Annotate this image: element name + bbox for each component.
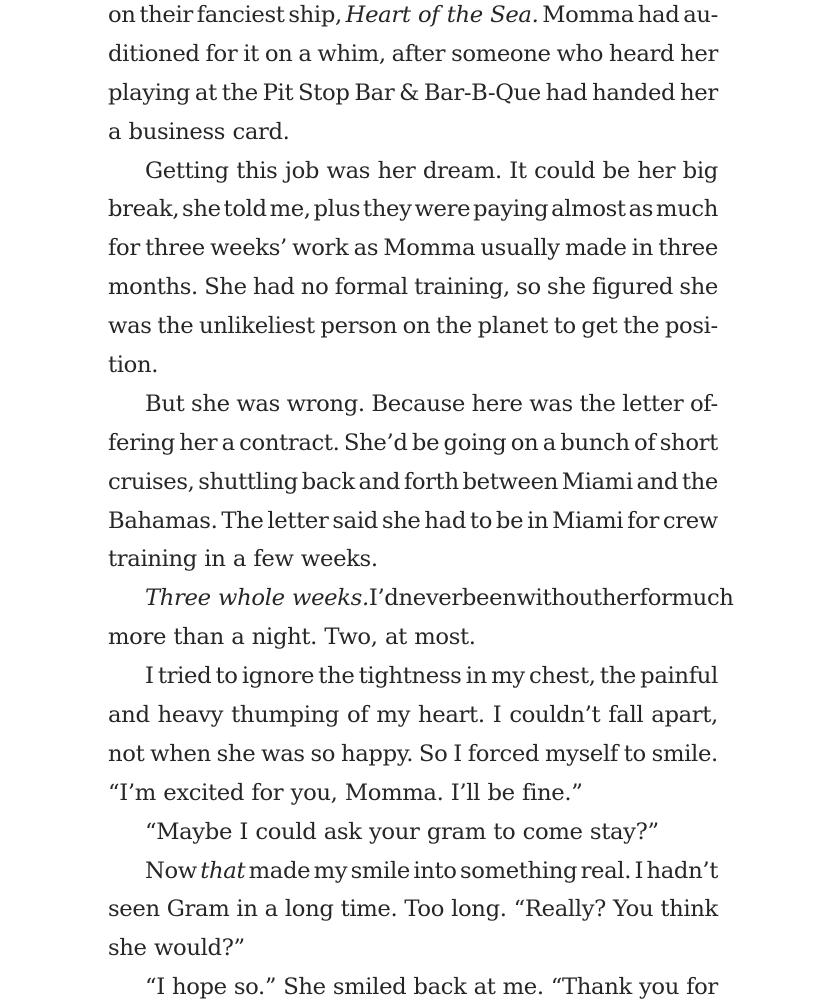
- word: figured: [591, 274, 674, 301]
- word: so: [310, 740, 336, 767]
- paragraph-p1: [108, 0, 718, 152]
- word: and: [358, 468, 401, 495]
- word: “I’m excited for you, Momma. I’ll be fine.”: [108, 779, 583, 806]
- word: a: [298, 40, 312, 67]
- word: in: [465, 663, 487, 690]
- word: the: [623, 313, 660, 340]
- word: long.: [451, 896, 507, 923]
- word: never: [398, 585, 462, 612]
- word: months.: [108, 274, 198, 301]
- word: weeks’: [210, 235, 287, 262]
- word: the: [435, 313, 472, 340]
- word: be: [602, 157, 630, 184]
- word: Miami: [552, 507, 624, 534]
- word: person: [320, 313, 397, 340]
- text-line: [108, 890, 718, 929]
- text-line: [108, 385, 718, 424]
- word: So: [418, 740, 448, 767]
- word: on: [510, 429, 539, 456]
- word: my: [376, 702, 411, 729]
- paragraph-p7: [108, 852, 718, 969]
- word: was: [236, 390, 280, 417]
- word: was: [326, 157, 371, 184]
- text-line: [108, 618, 718, 657]
- word: she: [216, 740, 256, 767]
- word: of: [347, 702, 369, 729]
- word: on: [264, 40, 293, 67]
- word: contract.: [239, 429, 340, 456]
- text-line: [108, 502, 718, 541]
- word: paying: [473, 196, 549, 223]
- word: my: [491, 663, 525, 690]
- word: it: [243, 40, 259, 67]
- word: they: [363, 196, 412, 223]
- word: short: [659, 429, 718, 456]
- word: break,: [108, 196, 180, 223]
- word: Pit: [262, 79, 294, 106]
- word: seen: [108, 896, 160, 923]
- word: Because: [371, 390, 465, 417]
- word: her: [601, 585, 640, 612]
- word: someone: [451, 40, 551, 67]
- word: the: [579, 390, 616, 417]
- word: She’d: [343, 429, 408, 456]
- word: three: [145, 235, 205, 262]
- word: three: [658, 235, 718, 262]
- paragraph-p6: [108, 813, 718, 852]
- text-line: [108, 229, 718, 268]
- word: “Maybe I could ask your gram to come stay?”: [145, 818, 659, 845]
- word: without: [516, 585, 602, 612]
- word: the: [221, 79, 258, 106]
- word: Stop: [298, 79, 350, 106]
- word: to: [215, 663, 238, 690]
- word: thumping: [231, 702, 340, 729]
- word: and: [108, 702, 150, 729]
- word: in: [236, 896, 258, 923]
- word: shuttling: [198, 468, 298, 495]
- word: tion.: [108, 352, 159, 379]
- word: heart.: [418, 702, 485, 729]
- word: between: [462, 468, 558, 495]
- word: myself: [544, 740, 618, 767]
- word: apart,: [651, 702, 718, 729]
- word: had: [424, 507, 467, 534]
- word: I: [145, 663, 154, 690]
- word: to: [623, 740, 646, 767]
- text-line: [108, 696, 718, 735]
- word: me,: [269, 196, 311, 223]
- paragraph-p3: [108, 385, 718, 579]
- word: much: [671, 585, 734, 612]
- text-line: [108, 774, 718, 813]
- word: the: [599, 663, 636, 690]
- word: a business card.: [108, 118, 290, 145]
- word: into: [413, 857, 457, 884]
- word: Miami: [561, 468, 633, 495]
- word: painful: [640, 663, 718, 690]
- word: no: [300, 274, 329, 301]
- word: when: [150, 740, 211, 767]
- word: was: [529, 390, 573, 417]
- paragraph-p8: [108, 968, 718, 1007]
- word: she: [191, 390, 230, 417]
- word: usually: [480, 235, 560, 262]
- word: “I: [145, 974, 165, 1001]
- paragraph-p5: [108, 657, 718, 813]
- word: ditioned: [108, 40, 200, 67]
- word: big: [682, 157, 718, 184]
- word: here: [471, 390, 523, 417]
- word: Momma: [383, 235, 476, 262]
- text-line: [108, 579, 734, 618]
- word: I: [453, 740, 462, 767]
- word: tried: [157, 663, 212, 690]
- word: “Really?: [513, 896, 606, 923]
- word: Bar: [354, 79, 395, 106]
- word: smile: [350, 857, 410, 884]
- word: plus: [313, 196, 361, 223]
- text-line: [108, 268, 718, 307]
- word: her: [637, 157, 676, 184]
- word: more than a night. Two, at most.: [108, 624, 476, 651]
- word: for: [108, 235, 140, 262]
- word: work: [292, 235, 349, 262]
- word: wrong.: [286, 390, 365, 417]
- word: much: [655, 196, 718, 223]
- word: had: [545, 79, 588, 106]
- text-line: [108, 657, 718, 696]
- paragraph-p4: [108, 579, 734, 657]
- word: letter: [622, 390, 684, 417]
- word: for: [639, 585, 672, 612]
- word: in: [527, 507, 549, 534]
- word: had: [637, 2, 680, 28]
- paragraph-p2: [108, 152, 718, 385]
- text-line: [108, 0, 718, 35]
- word: was: [261, 740, 305, 767]
- word: long: [284, 896, 334, 923]
- text-line: [108, 813, 718, 852]
- word: the: [318, 663, 355, 690]
- word: were: [414, 196, 471, 223]
- word: fering: [108, 429, 175, 456]
- word: unlikeliest: [198, 313, 315, 340]
- word: Bar-B-Que: [423, 79, 541, 106]
- word: hope: [171, 974, 227, 1001]
- word: job: [284, 157, 320, 184]
- word: training in a few weeks.: [108, 546, 378, 573]
- word: she would?”: [108, 935, 245, 962]
- text-line: [108, 74, 718, 113]
- word: couldn’t: [509, 702, 601, 729]
- word: real.: [580, 857, 632, 884]
- text-line: [108, 307, 718, 346]
- word: not: [108, 740, 145, 767]
- word: her: [680, 40, 718, 67]
- italic-text: Three whole weeks.: [145, 585, 369, 612]
- word: at: [194, 79, 217, 106]
- word: she: [381, 507, 421, 534]
- word: heavy: [157, 702, 224, 729]
- word: so: [516, 274, 541, 301]
- word: chest,: [528, 663, 596, 690]
- text-line: [108, 152, 718, 191]
- word: something: [459, 857, 578, 884]
- word: her: [377, 157, 416, 184]
- word: cruises,: [108, 468, 195, 495]
- word: who: [556, 40, 604, 67]
- word: fanciest: [196, 2, 285, 28]
- word: back: [301, 468, 355, 495]
- word: I’d: [368, 585, 399, 612]
- word: Gram: [166, 896, 230, 923]
- word: could: [534, 157, 596, 184]
- word: “Thank: [550, 974, 632, 1001]
- word: You: [613, 896, 654, 923]
- word: think: [660, 896, 718, 923]
- word: she: [182, 196, 221, 223]
- word: handed: [592, 79, 676, 106]
- word: for: [686, 974, 718, 1001]
- word: I: [492, 702, 502, 729]
- text-line: [108, 113, 718, 152]
- word: crew: [662, 507, 718, 534]
- word: a: [542, 429, 556, 456]
- word: fall: [608, 702, 644, 729]
- word: said: [332, 507, 378, 534]
- word: formal: [334, 274, 408, 301]
- word: letter: [267, 507, 329, 534]
- word: her: [179, 429, 218, 456]
- word: a: [221, 429, 235, 456]
- text-line: [108, 463, 718, 502]
- word: to: [553, 313, 576, 340]
- text-line: [108, 735, 718, 774]
- italic-text: that: [200, 857, 246, 884]
- word: going: [443, 429, 507, 456]
- word: for: [205, 40, 238, 67]
- word: on: [108, 2, 136, 28]
- text-line: [108, 929, 718, 968]
- word: been: [461, 585, 517, 612]
- text-line: [108, 346, 718, 385]
- text-line: [108, 852, 718, 891]
- text-line: [108, 424, 718, 463]
- word: au-: [683, 2, 718, 28]
- word: in: [631, 235, 653, 262]
- word: It: [509, 157, 527, 184]
- word: told: [223, 196, 267, 223]
- word: and: [636, 468, 679, 495]
- word: was: [108, 313, 152, 340]
- word: as: [628, 196, 654, 223]
- word: I: [634, 857, 644, 884]
- word: Bahamas.: [108, 507, 218, 534]
- word: a: [264, 896, 278, 923]
- word: she: [679, 274, 718, 301]
- word: &: [399, 79, 420, 106]
- word: at: [473, 974, 496, 1001]
- word: the: [681, 468, 718, 495]
- word: of-: [690, 390, 718, 417]
- word: had: [252, 274, 295, 301]
- word: planet: [477, 313, 549, 340]
- word: smiled: [332, 974, 407, 1001]
- word: She: [283, 974, 326, 1001]
- word: me.: [502, 974, 544, 1001]
- word: She: [204, 274, 247, 301]
- word: their: [139, 2, 193, 28]
- word: be: [495, 507, 524, 534]
- word: on: [402, 313, 431, 340]
- text-line: [108, 540, 718, 579]
- word: hadn’t: [646, 857, 718, 884]
- word: made: [564, 235, 627, 262]
- text-line: [108, 968, 718, 1007]
- word: happy.: [340, 740, 414, 767]
- word: for: [627, 507, 659, 534]
- word: Now: [145, 857, 197, 884]
- text-line: [108, 190, 718, 229]
- word: so.”: [233, 974, 277, 1001]
- word: get: [581, 313, 618, 340]
- word: after: [391, 40, 446, 67]
- word: back: [413, 974, 467, 1001]
- word: almost: [551, 196, 626, 223]
- book-page-text: [108, 0, 734, 1007]
- word: whim,: [317, 40, 386, 67]
- word: But: [145, 390, 185, 417]
- word: Too: [404, 896, 445, 923]
- word: smile.: [651, 740, 718, 767]
- word: dream.: [422, 157, 502, 184]
- word: heard: [609, 40, 675, 67]
- word: made: [248, 857, 311, 884]
- word: ship,: [288, 2, 342, 28]
- word: playing: [108, 79, 191, 106]
- word: my: [313, 857, 348, 884]
- word: time.: [340, 896, 398, 923]
- word: you: [638, 974, 680, 1001]
- word: Momma: [542, 2, 634, 28]
- word: The: [221, 507, 264, 534]
- word: training,: [414, 274, 510, 301]
- word: she: [547, 274, 586, 301]
- word: of: [634, 429, 656, 456]
- word: tightness: [358, 663, 462, 690]
- word: as: [353, 235, 379, 262]
- word: to: [469, 507, 492, 534]
- word: ignore: [241, 663, 315, 690]
- text-line: [108, 35, 718, 74]
- italic-text: Heart of the Sea.: [345, 2, 539, 28]
- word: forth: [403, 468, 459, 495]
- word: the: [157, 313, 194, 340]
- word: forced: [467, 740, 540, 767]
- word: bunch: [560, 429, 630, 456]
- word: posi-: [664, 313, 718, 340]
- word: this: [236, 157, 278, 184]
- word: her: [680, 79, 718, 106]
- word: be: [411, 429, 440, 456]
- word: Getting: [145, 157, 229, 184]
